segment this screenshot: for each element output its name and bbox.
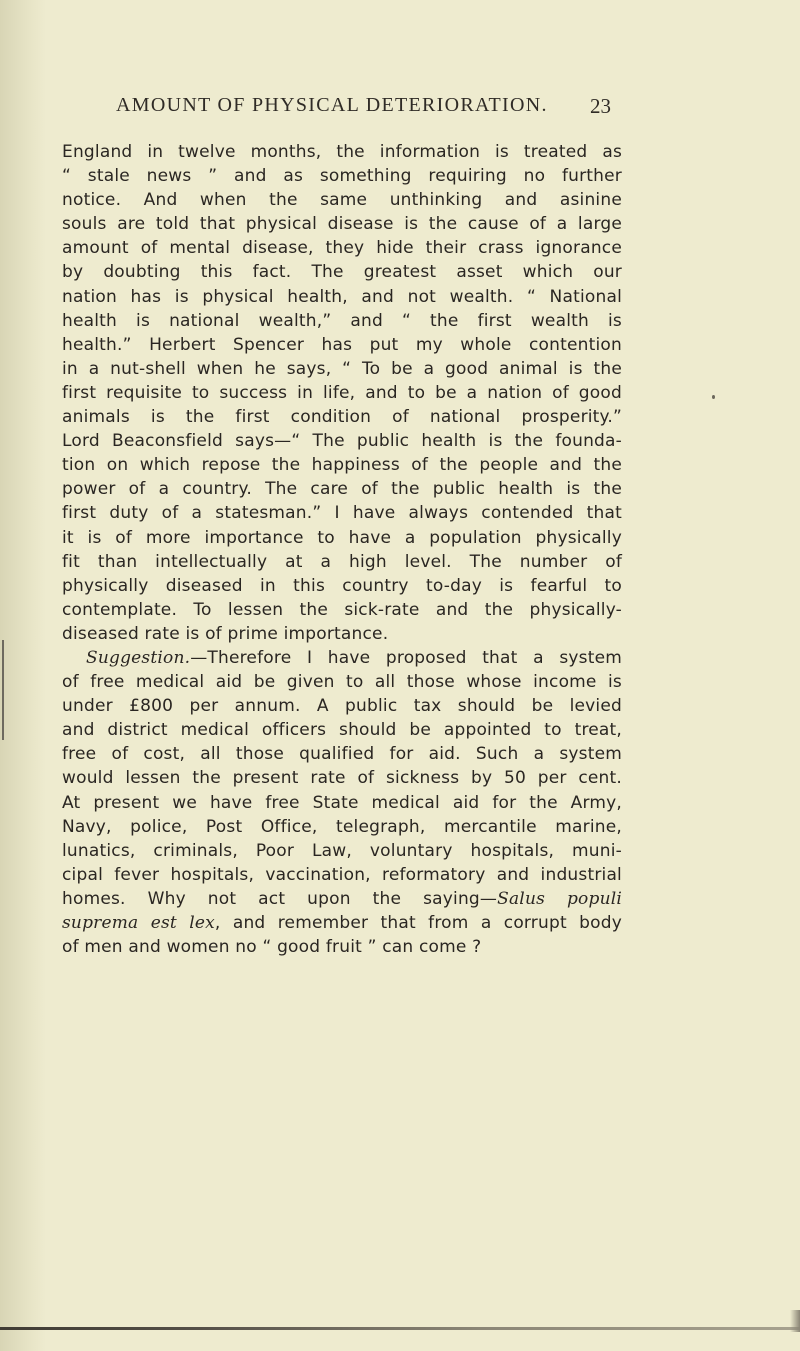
page-gutter-shadow <box>0 0 46 1351</box>
text-fragment: , and remember that from a corrupt body <box>214 913 622 933</box>
page-corner-shadow <box>790 1310 800 1332</box>
text-line: diseased rate is of prime importance. <box>62 623 389 644</box>
text-line: health.” Herbert Spencer has put my whole contention <box>62 334 622 355</box>
text-line: and district medical officers should be appointed to treat, <box>62 720 622 741</box>
text-line: of free medical aid be given to all those whose income is <box>62 672 622 693</box>
page-number: 23 <box>590 94 611 118</box>
text-line: England in twelve months, the information is treated as <box>62 142 622 162</box>
running-head <box>62 94 622 120</box>
final-line: of men and women no “ good fruit ” can come ? <box>62 937 482 958</box>
text-line: in a nut-shell when he says, “ To be a good animal is the <box>62 358 622 379</box>
text-line: under £800 per annum. A public tax should be levied <box>62 696 622 717</box>
suggestion-text: —Therefore I have proposed that a system <box>190 647 622 668</box>
text-line: souls are told that physical disease is the cause of a large <box>62 214 622 235</box>
latin-maxim-continued: suprema est lex <box>62 913 215 933</box>
text-line: At present we have free State medical aid for the Army, <box>62 792 622 813</box>
text-line: Navy, police, Post Office, telegraph, mercantile marine, <box>62 816 622 837</box>
text-line: tion on which repose the happiness of the people and the <box>62 455 622 476</box>
text-line-with-maxim <box>62 911 622 935</box>
text-line: cipal fever hospitals, vaccination, reformatory and industrial <box>62 864 622 885</box>
text-line: amount of mental disease, they hide their crass ignorance <box>62 238 622 259</box>
text-line: fit than intellectually at a high level. The number of <box>62 551 622 572</box>
text-line: health is national wealth,” and “ the first wealth is <box>62 310 622 331</box>
text-line: power of a country. The care of the public health is the <box>62 479 622 500</box>
text-fragment: homes. Why not act upon the saying— <box>62 888 498 909</box>
text-line: first duty of a statesman.” I have always contended that <box>62 503 622 524</box>
text-line: contemplate. To lessen the sick-rate and the physically- <box>62 599 622 620</box>
text-line: notice. And when the same unthinking and asinine <box>62 190 622 211</box>
suggestion-label: Suggestion. <box>86 647 191 668</box>
text-line: “ stale news ” and as something requiring no further <box>62 166 622 187</box>
text-line: nation has is physical health, and not wealth. “ National <box>62 286 622 307</box>
text-line: Lord Beaconsfield says—“ The public health is the founda- <box>62 431 622 452</box>
suggestion-paragraph-start <box>62 646 622 670</box>
body-text <box>62 140 622 959</box>
text-line: animals is the first condition of national prosperity.” <box>62 407 622 428</box>
text-line: by doubting this fact. The greatest asset which our <box>62 262 622 283</box>
ink-speck <box>712 395 715 399</box>
text-line: physically diseased in this country to-day is fearful to <box>62 575 622 596</box>
text-line: lunatics, criminals, Poor Law, voluntary hospitals, muni- <box>62 840 622 861</box>
text-line: first requisite to success in life, and to be a nation of good <box>62 382 622 403</box>
page-bottom-edge <box>0 1327 800 1330</box>
text-line: it is of more importance to have a population physically <box>62 527 622 548</box>
text-line: free of cost, all those qualified for aid. Such a system <box>62 744 622 765</box>
text-line-with-maxim <box>62 887 622 911</box>
running-head-title: AMOUNT OF PHYSICAL DETERIORATION. <box>116 94 548 116</box>
text-line: would lessen the present rate of sickness by 50 per cent. <box>62 768 622 789</box>
margin-mark <box>2 640 4 740</box>
latin-maxim: Salus populi <box>497 888 622 909</box>
